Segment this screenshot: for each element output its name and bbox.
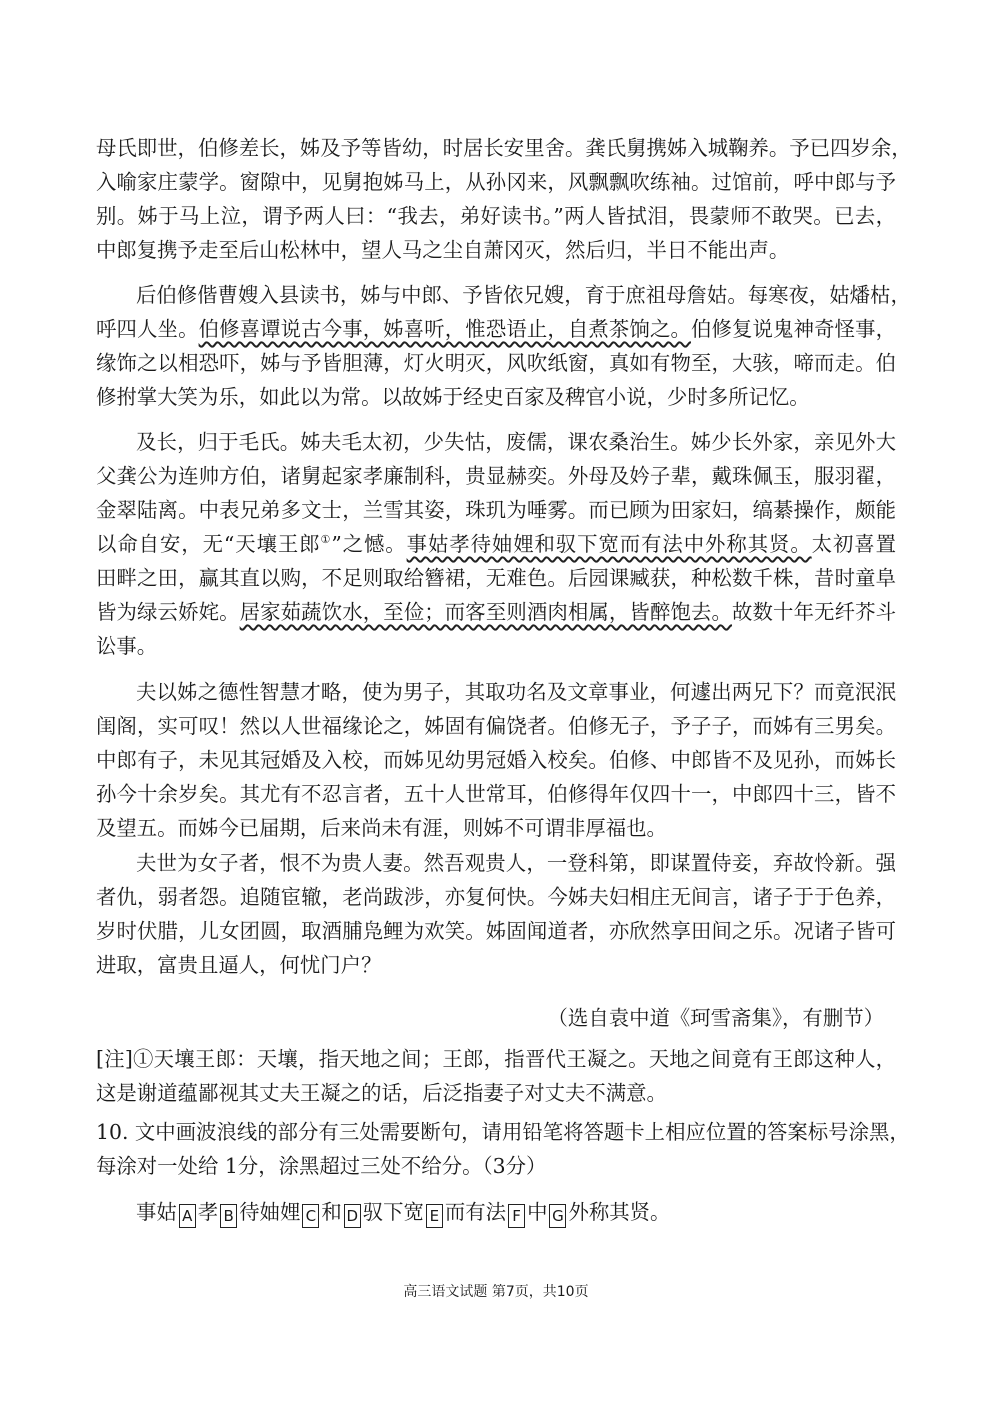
answer-box-d[interactable]: D	[344, 1204, 361, 1228]
text-line: 闺阁，实可叹！然以人世福缘论之，姊固有偏饶者。伯修无子，予子子，而姊有三男矣。	[96, 714, 896, 738]
text-line: 金翠陆离。中表兄弟多文士，兰雪其姿，珠玑为唾雾。而已顾为田家妇，缟綦操作，颇能	[96, 498, 896, 522]
question-line: 10. 文中画波浪线的部分有三处需要断句，请用铅笔将答题卡上相应位置的答案标号涂黑，	[96, 1120, 910, 1144]
answer-box-e[interactable]: E	[426, 1204, 443, 1228]
text-line: 入喻家庄蒙学。窗隙中，见舅抱姊马上，从孙冈来，风飘飘吹练袖。过馆前，呼中郎与予	[96, 170, 896, 194]
text-line: 岁时伏腊，儿女团圆，取酒脯凫鲤为欢笑。姊固闻道者，亦欣然享田间之乐。况诸子皆可	[96, 919, 896, 943]
text-line: 皆为绿云娇姹。居家茹蔬饮水，至俭；而客至则酒肉相属，皆醉饱去。故数十年无纤芥斗	[96, 600, 897, 624]
answer-segmentation-line: 事姑 A 孝 B 待妯娌 C 和 D 驭下宽 E 而有法 F 中 G 外称其贤。	[136, 1198, 896, 1228]
text-line: 者仇，弱者怨。追随宦辙，老尚跋涉，亦复何快。今姊夫妇相庄无间言，诸子于于色养，	[96, 885, 896, 909]
footnote-marker: ①	[320, 533, 332, 547]
text-line: 父龚公为连帅方伯，诸舅起家孝廉制科，贵显赫奕。外母及妗子辈，戴珠佩玉，服羽翟，	[96, 464, 896, 488]
text-line: 孙今十余岁矣。其尤有不忍言者，五十人世常耳，伯修得年仅四十一，中郎四十三，皆不	[96, 782, 896, 806]
text-line: 中郎复携予走至后山松林中，望人马之尘自萧冈灭，然后归，半日不能出声。	[96, 238, 790, 262]
text-line: 中郎有子，未见其冠婚及入校，而姊见幼男冠婚入校矣。伯修、中郎皆不及见孙，而姊长	[96, 748, 896, 772]
wavy-underline-text: 居家茹蔬饮水，至俭；而客至则酒肉相属，皆醉饱去。	[239, 600, 733, 624]
text-line: 进取，富贵且逼人，何忧门户？	[96, 953, 382, 977]
text-line: 及望五。而姊今已届期，后来尚未有涯，则姊不可谓非厚福也。	[96, 816, 667, 840]
question-line: 每涂对一处给 1分，涂黑超过三处不给分。（3分）	[96, 1154, 547, 1178]
text-line: 讼事。	[96, 634, 158, 658]
text-line: 及长，归于毛氏。姊夫毛太初，少失怙，废儒，课农桑治生。姊少长外家，亲见外大	[136, 430, 896, 454]
text-line: 修拊掌大笑为乐，如此以为常。以故姊于经史百家及稗官小说，少时多所记忆。	[96, 385, 810, 409]
text-line: 母氏即世，伯修差长，姊及予等皆幼，时居长安里舍。龚氏舅携姊入城鞠养。予已四岁余，	[96, 136, 912, 160]
text-line: 呼四人坐。伯修喜谭说古今事，姊喜听，惟恐语止，自煮茶饷之。伯修复说鬼神奇怪事，	[96, 317, 897, 341]
text-line: 夫以姊之德性智慧才略，使为男子，其取功名及文章事业，何遽出两兄下？而竟泯泯	[136, 680, 896, 704]
wavy-underline-text: 伯修喜谭说古今事，姊喜听，惟恐语止，自煮茶饷之。	[198, 317, 691, 341]
wavy-underline-text: 事姑孝待妯娌和驭下宽而有法中外称其贤。	[406, 532, 812, 556]
answer-box-c[interactable]: C	[302, 1204, 319, 1228]
answer-box-f[interactable]: F	[508, 1204, 525, 1228]
text-line: 田畔之田，赢其直以购，不足则取给簪裙，无难色。后园课臧获，种松数千株，昔时童阜	[96, 566, 896, 590]
text-line: 别。姊于马上泣，谓予两人曰：“我去，弟好读书。”两人皆拭泪，畏蒙师不敢哭。已去，	[96, 204, 896, 228]
footnote-line: 这是谢道蕴鄙视其丈夫王凝之的话，后泛指妻子对丈夫不满意。	[96, 1081, 667, 1105]
text-line: 缘饰之以相恐吓，姊与予皆胆薄，灯火明灭，风吹纸窗，真如有物至，大骇，啼而走。伯	[96, 351, 896, 375]
answer-box-g[interactable]: G	[549, 1204, 566, 1228]
answer-box-a[interactable]: A	[179, 1204, 196, 1228]
text-line: 后伯修偕曹嫂入县读书，姊与中郎、予皆依兄嫂，育于庶祖母詹姑。每寒夜，姑燔枯，	[136, 283, 911, 307]
footnote-line: [注]①天壤王郎：天壤，指天地之间；王郎，指晋代王凝之。天地之间竟有王郎这种人，	[96, 1047, 896, 1071]
source-citation: （选自袁中道《珂雪斋集》，有删节）	[547, 1006, 884, 1030]
text-line: 夫世为女子者，恨不为贵人妻。然吾观贵人，一登科第，即谋置侍妾，弃故怜新。强	[136, 851, 896, 875]
text-line: 以命自安，无“天壤王郎①”之憾。事姑孝待妯娌和驭下宽而有法中外称其贤。太初喜置	[96, 532, 896, 556]
page-footer: 高三语文试题 第7页，共10页	[403, 1284, 589, 1300]
answer-box-b[interactable]: B	[220, 1204, 237, 1228]
